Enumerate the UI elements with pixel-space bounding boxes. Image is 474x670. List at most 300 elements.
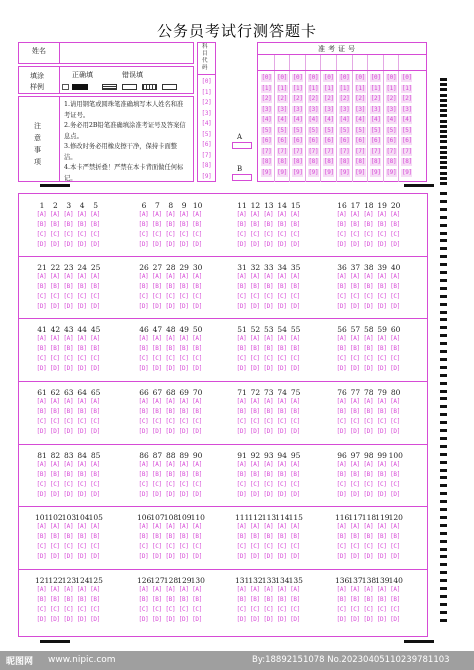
answer-bubble-105-C[interactable]: [C] [90,543,101,550]
answer-bubble-54-A[interactable]: [A] [276,335,287,342]
answer-bubble-9-C[interactable]: [C] [178,231,189,238]
answer-bubble-81-B[interactable]: [B] [36,471,47,478]
answer-bubble-67-A[interactable]: [A] [151,398,162,405]
answer-bubble-108-A[interactable]: [A] [165,523,176,530]
answer-bubble-105-B[interactable]: [B] [90,533,101,540]
answer-bubble-85-D[interactable]: [D] [90,491,101,498]
answer-bubble-57-D[interactable]: [D] [349,365,360,372]
answer-bubble-75-D[interactable]: [D] [290,428,301,435]
answer-bubble-126-D[interactable]: [D] [138,616,149,623]
answer-bubble-104-D[interactable]: [D] [76,553,87,560]
answer-bubble-54-C[interactable]: [C] [276,355,287,362]
answer-bubble-122-B[interactable]: [B] [49,596,60,603]
exam-id-digit-9[interactable]: [9] [292,168,303,176]
answer-bubble-3-A[interactable]: [A] [63,211,74,218]
answer-bubble-10-C[interactable]: [C] [192,231,203,238]
answer-bubble-50-B[interactable]: [B] [192,345,203,352]
exam-id-digit-0[interactable]: [0] [401,74,412,81]
answer-bubble-42-C[interactable]: [C] [49,355,60,362]
answer-bubble-69-B[interactable]: [B] [178,408,189,415]
answer-bubble-50-D[interactable]: [D] [192,365,203,372]
answer-bubble-36-D[interactable]: [D] [336,303,347,310]
answer-bubble-121-C[interactable]: [C] [36,606,47,613]
answer-bubble-13-A[interactable]: [A] [263,211,274,218]
answer-bubble-2-A[interactable]: [A] [49,211,60,218]
answer-bubble-91-D[interactable]: [D] [236,491,247,498]
answer-bubble-76-D[interactable]: [D] [336,428,347,435]
answer-bubble-55-D[interactable]: [D] [290,365,301,372]
answer-bubble-77-A[interactable]: [A] [349,398,360,405]
answer-bubble-102-D[interactable]: [D] [49,553,60,560]
answer-bubble-5-D[interactable]: [D] [90,241,101,248]
answer-bubble-132-A[interactable]: [A] [249,586,260,593]
answer-bubble-59-B[interactable]: [B] [376,345,387,352]
answer-bubble-65-D[interactable]: [D] [90,428,101,435]
answer-bubble-10-B[interactable]: [B] [192,221,203,228]
answer-bubble-58-A[interactable]: [A] [363,335,374,342]
answer-bubble-138-A[interactable]: [A] [363,586,374,593]
exam-id-digit-7[interactable]: [7] [401,147,412,155]
answer-bubble-90-B[interactable]: [B] [192,471,203,478]
answer-bubble-102-A[interactable]: [A] [49,523,60,530]
exam-id-digit-5[interactable]: [5] [370,126,381,134]
answer-bubble-16-D[interactable]: [D] [336,241,347,248]
answer-bubble-1-A[interactable]: [A] [36,211,47,218]
exam-id-digit-0[interactable]: [0] [292,74,303,81]
answer-bubble-122-C[interactable]: [C] [49,606,60,613]
answer-bubble-35-D[interactable]: [D] [290,303,301,310]
answer-bubble-109-B[interactable]: [B] [178,533,189,540]
answer-bubble-23-B[interactable]: [B] [63,283,74,290]
answer-bubble-117-D[interactable]: [D] [349,553,360,560]
answer-bubble-56-C[interactable]: [C] [336,355,347,362]
answer-bubble-140-D[interactable]: [D] [390,616,401,623]
answer-bubble-39-B[interactable]: [B] [376,283,387,290]
answer-bubble-93-A[interactable]: [A] [263,461,274,468]
exam-id-digit-0[interactable]: [0] [261,74,272,81]
exam-id-digit-9[interactable]: [9] [386,168,397,176]
answer-bubble-1-D[interactable]: [D] [36,241,47,248]
answer-bubble-20-C[interactable]: [C] [390,231,401,238]
exam-id-digit-7[interactable]: [7] [355,147,366,155]
answer-bubble-51-C[interactable]: [C] [236,355,247,362]
answer-bubble-62-C[interactable]: [C] [49,418,60,425]
answer-bubble-74-C[interactable]: [C] [276,418,287,425]
answer-bubble-14-D[interactable]: [D] [276,241,287,248]
exam-id-digit-6[interactable]: [6] [339,137,350,144]
answer-bubble-89-A[interactable]: [A] [178,461,189,468]
answer-bubble-34-C[interactable]: [C] [276,293,287,300]
answer-bubble-11-D[interactable]: [D] [236,241,247,248]
answer-bubble-81-C[interactable]: [C] [36,481,47,488]
exam-id-digit-3[interactable]: [3] [370,105,381,113]
answer-bubble-38-C[interactable]: [C] [363,293,374,300]
answer-bubble-135-D[interactable]: [D] [290,616,301,623]
answer-bubble-19-D[interactable]: [D] [376,241,387,248]
exam-id-digit-8[interactable]: [8] [277,158,288,165]
answer-bubble-72-A[interactable]: [A] [249,398,260,405]
answer-bubble-95-D[interactable]: [D] [290,491,301,498]
answer-bubble-87-D[interactable]: [D] [151,491,162,498]
exam-id-digit-1[interactable]: [1] [277,84,288,92]
answer-bubble-108-D[interactable]: [D] [165,553,176,560]
answer-bubble-97-C[interactable]: [C] [349,481,360,488]
exam-id-digit-5[interactable]: [5] [355,126,366,134]
subject-code-digit-9[interactable]: [9] [201,172,212,180]
answer-bubble-92-C[interactable]: [C] [249,481,260,488]
answer-bubble-118-D[interactable]: [D] [363,553,374,560]
answer-bubble-131-D[interactable]: [D] [236,616,247,623]
answer-bubble-15-B[interactable]: [B] [290,221,301,228]
exam-id-digit-7[interactable]: [7] [339,147,350,155]
answer-bubble-72-B[interactable]: [B] [249,408,260,415]
answer-bubble-125-A[interactable]: [A] [90,586,101,593]
exam-id-digit-5[interactable]: [5] [401,126,412,134]
answer-bubble-116-B[interactable]: [B] [336,533,347,540]
answer-bubble-87-C[interactable]: [C] [151,481,162,488]
answer-bubble-16-B[interactable]: [B] [336,221,347,228]
answer-bubble-126-B[interactable]: [B] [138,596,149,603]
answer-bubble-6-C[interactable]: [C] [138,231,149,238]
answer-bubble-17-D[interactable]: [D] [349,241,360,248]
answer-bubble-87-A[interactable]: [A] [151,461,162,468]
answer-bubble-33-B[interactable]: [B] [263,283,274,290]
answer-bubble-83-B[interactable]: [B] [63,471,74,478]
answer-bubble-22-B[interactable]: [B] [49,283,60,290]
exam-id-digit-1[interactable]: [1] [292,84,303,92]
exam-id-digit-4[interactable]: [4] [323,116,334,123]
answer-bubble-11-C[interactable]: [C] [236,231,247,238]
exam-id-digit-6[interactable]: [6] [292,137,303,144]
exam-id-digit-7[interactable]: [7] [323,147,334,155]
answer-bubble-103-B[interactable]: [B] [63,533,74,540]
answer-bubble-12-B[interactable]: [B] [249,221,260,228]
answer-bubble-6-D[interactable]: [D] [138,241,149,248]
answer-bubble-96-C[interactable]: [C] [336,481,347,488]
answer-bubble-13-B[interactable]: [B] [263,221,274,228]
answer-bubble-111-D[interactable]: [D] [236,553,247,560]
answer-bubble-67-D[interactable]: [D] [151,428,162,435]
answer-bubble-45-C[interactable]: [C] [90,355,101,362]
answer-bubble-25-B[interactable]: [B] [90,283,101,290]
answer-bubble-8-B[interactable]: [B] [165,221,176,228]
exam-id-digit-5[interactable]: [5] [292,126,303,134]
answer-bubble-73-B[interactable]: [B] [263,408,274,415]
answer-bubble-39-C[interactable]: [C] [376,293,387,300]
name-field[interactable] [62,44,192,62]
answer-bubble-95-A[interactable]: [A] [290,461,301,468]
answer-bubble-121-B[interactable]: [B] [36,596,47,603]
exam-id-digit-8[interactable]: [8] [401,158,412,165]
answer-bubble-125-B[interactable]: [B] [90,596,101,603]
answer-bubble-39-D[interactable]: [D] [376,303,387,310]
answer-bubble-65-A[interactable]: [A] [90,398,101,405]
answer-bubble-71-B[interactable]: [B] [236,408,247,415]
answer-bubble-82-B[interactable]: [B] [49,471,60,478]
answer-bubble-24-A[interactable]: [A] [76,273,87,280]
exam-id-digit-8[interactable]: [8] [292,158,303,165]
answer-bubble-52-C[interactable]: [C] [249,355,260,362]
answer-bubble-50-C[interactable]: [C] [192,355,203,362]
answer-bubble-71-C[interactable]: [C] [236,418,247,425]
answer-bubble-14-C[interactable]: [C] [276,231,287,238]
answer-bubble-26-A[interactable]: [A] [138,273,149,280]
answer-bubble-108-B[interactable]: [B] [165,533,176,540]
exam-id-digit-5[interactable]: [5] [261,126,272,134]
answer-bubble-106-B[interactable]: [B] [138,533,149,540]
answer-bubble-139-B[interactable]: [B] [376,596,387,603]
answer-bubble-127-D[interactable]: [D] [151,616,162,623]
answer-bubble-75-A[interactable]: [A] [290,398,301,405]
answer-bubble-123-D[interactable]: [D] [63,616,74,623]
answer-bubble-139-C[interactable]: [C] [376,606,387,613]
exam-id-digit-1[interactable]: [1] [323,84,334,92]
answer-bubble-40-A[interactable]: [A] [390,273,401,280]
answer-bubble-56-A[interactable]: [A] [336,335,347,342]
answer-bubble-138-C[interactable]: [C] [363,606,374,613]
answer-bubble-28-A[interactable]: [A] [165,273,176,280]
exam-id-digit-4[interactable]: [4] [355,116,366,123]
answer-bubble-31-C[interactable]: [C] [236,293,247,300]
answer-bubble-84-B[interactable]: [B] [76,471,87,478]
answer-bubble-34-D[interactable]: [D] [276,303,287,310]
exam-id-digit-9[interactable]: [9] [323,168,334,176]
answer-bubble-14-B[interactable]: [B] [276,221,287,228]
answer-bubble-97-B[interactable]: [B] [349,471,360,478]
answer-bubble-112-C[interactable]: [C] [249,543,260,550]
answer-bubble-21-B[interactable]: [B] [36,283,47,290]
answer-bubble-134-B[interactable]: [B] [276,596,287,603]
answer-bubble-43-D[interactable]: [D] [63,365,74,372]
exam-id-digit-5[interactable]: [5] [339,126,350,134]
answer-bubble-62-A[interactable]: [A] [49,398,60,405]
answer-bubble-140-A[interactable]: [A] [390,586,401,593]
answer-bubble-8-D[interactable]: [D] [165,241,176,248]
exam-id-digit-8[interactable]: [8] [386,158,397,165]
answer-bubble-62-D[interactable]: [D] [49,428,60,435]
exam-id-digit-7[interactable]: [7] [277,147,288,155]
answer-bubble-65-B[interactable]: [B] [90,408,101,415]
answer-bubble-4-B[interactable]: [B] [76,221,87,228]
answer-bubble-53-D[interactable]: [D] [263,365,274,372]
exam-id-write-row[interactable] [258,56,426,71]
answer-bubble-34-B[interactable]: [B] [276,283,287,290]
answer-bubble-30-B[interactable]: [B] [192,283,203,290]
answer-bubble-66-B[interactable]: [B] [138,408,149,415]
answer-bubble-100-A[interactable]: [A] [390,461,401,468]
answer-bubble-104-A[interactable]: [A] [76,523,87,530]
answer-bubble-17-B[interactable]: [B] [349,221,360,228]
answer-bubble-91-C[interactable]: [C] [236,481,247,488]
answer-bubble-45-D[interactable]: [D] [90,365,101,372]
answer-bubble-74-D[interactable]: [D] [276,428,287,435]
answer-bubble-93-D[interactable]: [D] [263,491,274,498]
answer-bubble-49-A[interactable]: [A] [178,335,189,342]
answer-bubble-137-B[interactable]: [B] [349,596,360,603]
answer-bubble-124-B[interactable]: [B] [76,596,87,603]
answer-bubble-34-A[interactable]: [A] [276,273,287,280]
answer-bubble-92-D[interactable]: [D] [249,491,260,498]
answer-bubble-63-D[interactable]: [D] [63,428,74,435]
exam-id-digit-9[interactable]: [9] [339,168,350,176]
exam-id-digit-2[interactable]: [2] [292,95,303,102]
answer-bubble-113-D[interactable]: [D] [263,553,274,560]
exam-id-digit-0[interactable]: [0] [339,74,350,81]
exam-id-digit-3[interactable]: [3] [292,105,303,113]
answer-bubble-95-C[interactable]: [C] [290,481,301,488]
answer-bubble-35-C[interactable]: [C] [290,293,301,300]
exam-id-digit-6[interactable]: [6] [370,137,381,144]
answer-bubble-38-D[interactable]: [D] [363,303,374,310]
answer-bubble-37-A[interactable]: [A] [349,273,360,280]
exam-id-digit-2[interactable]: [2] [308,95,319,102]
answer-bubble-15-C[interactable]: [C] [290,231,301,238]
answer-bubble-5-A[interactable]: [A] [90,211,101,218]
answer-bubble-61-D[interactable]: [D] [36,428,47,435]
answer-bubble-131-A[interactable]: [A] [236,586,247,593]
answer-bubble-103-A[interactable]: [A] [63,523,74,530]
answer-bubble-107-B[interactable]: [B] [151,533,162,540]
answer-bubble-111-B[interactable]: [B] [236,533,247,540]
answer-bubble-118-A[interactable]: [A] [363,523,374,530]
answer-bubble-57-B[interactable]: [B] [349,345,360,352]
answer-bubble-82-D[interactable]: [D] [49,491,60,498]
answer-bubble-113-C[interactable]: [C] [263,543,274,550]
answer-bubble-92-B[interactable]: [B] [249,471,260,478]
answer-bubble-78-C[interactable]: [C] [363,418,374,425]
answer-bubble-110-B[interactable]: [B] [192,533,203,540]
answer-bubble-107-A[interactable]: [A] [151,523,162,530]
exam-id-digit-0[interactable]: [0] [308,74,319,81]
answer-bubble-3-D[interactable]: [D] [63,241,74,248]
answer-bubble-114-B[interactable]: [B] [276,533,287,540]
subject-code-digit-0[interactable]: [0] [201,78,212,85]
answer-bubble-7-D[interactable]: [D] [151,241,162,248]
answer-bubble-44-B[interactable]: [B] [76,345,87,352]
answer-bubble-52-B[interactable]: [B] [249,345,260,352]
answer-bubble-104-C[interactable]: [C] [76,543,87,550]
answer-bubble-77-D[interactable]: [D] [349,428,360,435]
answer-bubble-66-A[interactable]: [A] [138,398,149,405]
answer-bubble-130-B[interactable]: [B] [192,596,203,603]
answer-bubble-88-A[interactable]: [A] [165,461,176,468]
answer-bubble-89-D[interactable]: [D] [178,491,189,498]
answer-bubble-1-C[interactable]: [C] [36,231,47,238]
answer-bubble-36-B[interactable]: [B] [336,283,347,290]
exam-id-digit-9[interactable]: [9] [401,168,412,176]
answer-bubble-24-D[interactable]: [D] [76,303,87,310]
answer-bubble-21-A[interactable]: [A] [36,273,47,280]
answer-bubble-18-D[interactable]: [D] [363,241,374,248]
answer-bubble-7-A[interactable]: [A] [151,211,162,218]
answer-bubble-115-A[interactable]: [A] [290,523,301,530]
answer-bubble-15-A[interactable]: [A] [290,211,301,218]
exam-id-digit-5[interactable]: [5] [386,126,397,134]
answer-bubble-100-D[interactable]: [D] [390,491,401,498]
answer-bubble-69-A[interactable]: [A] [178,398,189,405]
answer-bubble-33-A[interactable]: [A] [263,273,274,280]
subject-code-digit-5[interactable]: [5] [201,130,212,138]
answer-bubble-25-A[interactable]: [A] [90,273,101,280]
answer-bubble-38-B[interactable]: [B] [363,283,374,290]
answer-bubble-124-C[interactable]: [C] [76,606,87,613]
exam-id-digit-9[interactable]: [9] [308,168,319,176]
answer-bubble-85-A[interactable]: [A] [90,461,101,468]
exam-id-digit-7[interactable]: [7] [386,147,397,155]
subject-code-digit-1[interactable]: [1] [201,88,212,96]
answer-bubble-135-B[interactable]: [B] [290,596,301,603]
answer-bubble-84-A[interactable]: [A] [76,461,87,468]
answer-bubble-13-C[interactable]: [C] [263,231,274,238]
answer-bubble-123-B[interactable]: [B] [63,596,74,603]
answer-bubble-130-D[interactable]: [D] [192,616,203,623]
answer-bubble-114-A[interactable]: [A] [276,523,287,530]
answer-bubble-83-D[interactable]: [D] [63,491,74,498]
answer-bubble-121-D[interactable]: [D] [36,616,47,623]
answer-bubble-20-D[interactable]: [D] [390,241,401,248]
answer-bubble-38-A[interactable]: [A] [363,273,374,280]
answer-bubble-80-A[interactable]: [A] [390,398,401,405]
exam-id-digit-9[interactable]: [9] [355,168,366,176]
exam-id-digit-8[interactable]: [8] [261,158,272,165]
answer-bubble-113-A[interactable]: [A] [263,523,274,530]
subject-code-digit-7[interactable]: [7] [201,151,212,159]
answer-bubble-110-D[interactable]: [D] [192,553,203,560]
answer-bubble-82-C[interactable]: [C] [49,481,60,488]
answer-bubble-109-D[interactable]: [D] [178,553,189,560]
exam-id-digit-1[interactable]: [1] [308,84,319,92]
answer-bubble-47-C[interactable]: [C] [151,355,162,362]
answer-bubble-116-D[interactable]: [D] [336,553,347,560]
answer-bubble-132-D[interactable]: [D] [249,616,260,623]
answer-bubble-44-C[interactable]: [C] [76,355,87,362]
answer-bubble-93-C[interactable]: [C] [263,481,274,488]
answer-bubble-125-D[interactable]: [D] [90,616,101,623]
answer-bubble-68-A[interactable]: [A] [165,398,176,405]
answer-bubble-29-A[interactable]: [A] [178,273,189,280]
exam-id-digit-3[interactable]: [3] [308,105,319,113]
answer-bubble-115-C[interactable]: [C] [290,543,301,550]
answer-bubble-43-C[interactable]: [C] [63,355,74,362]
answer-bubble-117-B[interactable]: [B] [349,533,360,540]
answer-bubble-129-D[interactable]: [D] [178,616,189,623]
answer-bubble-4-D[interactable]: [D] [76,241,87,248]
exam-id-digit-3[interactable]: [3] [277,105,288,113]
answer-bubble-55-C[interactable]: [C] [290,355,301,362]
exam-id-digit-2[interactable]: [2] [355,95,366,102]
exam-id-digit-0[interactable]: [0] [277,74,288,81]
exam-id-digit-8[interactable]: [8] [370,158,381,165]
answer-bubble-129-B[interactable]: [B] [178,596,189,603]
answer-bubble-118-B[interactable]: [B] [363,533,374,540]
answer-bubble-9-B[interactable]: [B] [178,221,189,228]
answer-bubble-39-A[interactable]: [A] [376,273,387,280]
answer-bubble-114-D[interactable]: [D] [276,553,287,560]
answer-bubble-32-B[interactable]: [B] [249,283,260,290]
exam-id-digit-4[interactable]: [4] [339,116,350,123]
answer-bubble-94-C[interactable]: [C] [276,481,287,488]
answer-bubble-139-A[interactable]: [A] [376,586,387,593]
answer-bubble-63-C[interactable]: [C] [63,418,74,425]
answer-bubble-67-C[interactable]: [C] [151,418,162,425]
answer-bubble-28-B[interactable]: [B] [165,283,176,290]
answer-bubble-89-B[interactable]: [B] [178,471,189,478]
answer-bubble-61-B[interactable]: [B] [36,408,47,415]
answer-bubble-74-A[interactable]: [A] [276,398,287,405]
answer-bubble-43-B[interactable]: [B] [63,345,74,352]
answer-bubble-126-C[interactable]: [C] [138,606,149,613]
answer-bubble-123-A[interactable]: [A] [63,586,74,593]
